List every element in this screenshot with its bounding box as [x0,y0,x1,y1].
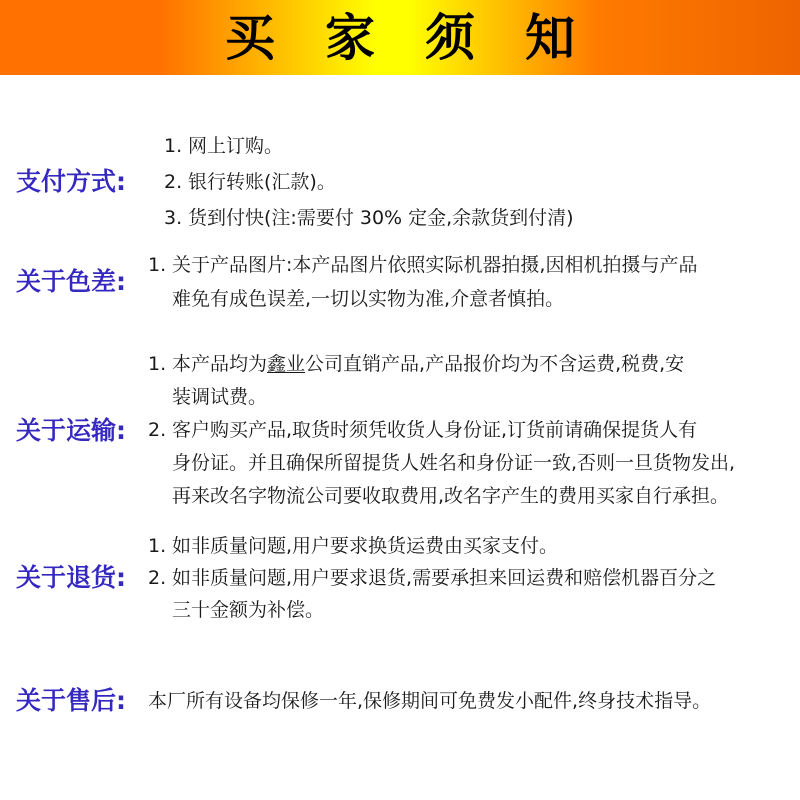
item-text: 本厂所有设备均保修一年,保修期间可免费发小配件,终身技术指导。 [148,690,712,712]
list-item-continuation [148,447,800,480]
item-text: 关于产品图片:本产品图片依照实际机器拍摄,因相机拍摄与产品 [172,254,698,276]
buyer-notice-banner [0,0,800,75]
section-color-difference [0,248,800,316]
section-label-color-difference: 关于色差: [16,267,126,297]
list-item-continuation [148,282,800,316]
section-label-returns: 关于退货: [16,563,126,593]
item-text: 如非质量问题,用户要求换货运费由买家支付。 [172,535,559,557]
item-text: 客户购买产品,取货时须凭收货人身份证,订货前请确保提货人有 [172,419,698,441]
item-text: 身份证。并且确保所留提货人姓名和身份证一致,否则一旦货物发出, [172,452,736,474]
section-content-shipping [148,348,800,513]
list-item [148,562,800,594]
section-content-color-difference [148,248,800,316]
item-number: 1. [164,135,183,157]
item-text: 公司直销产品,产品报价均为不含运费,税费,安 [305,353,685,375]
section-content-after-sales [148,684,800,718]
list-item-continuation [148,381,800,414]
item-number: 1. [148,353,167,375]
section-label-payment: 支付方式: [16,167,126,197]
item-number: 3. [164,207,183,229]
section-payment [0,128,800,236]
item-text: 本产品均为 [172,353,268,375]
section-content-payment [148,128,800,236]
list-item [148,348,800,381]
list-item [148,414,800,447]
list-item [148,530,800,562]
item-text: 再来改名字物流公司要收取费用,改名字产生的费用买家自行承担。 [172,485,730,507]
item-text: 装调试费。 [172,386,268,408]
item-number: 2. [148,419,167,441]
list-item-continuation [148,594,800,626]
list-item [164,164,800,200]
item-number: 1. [148,254,167,276]
section-returns [0,530,800,626]
list-item [148,248,800,282]
item-number: 1. [148,535,167,557]
list-item-continuation [148,480,800,513]
list-item [148,684,800,718]
company-name-underlined: 鑫业 [267,353,306,375]
item-text: 网上订购。 [188,135,284,157]
section-after-sales [0,684,800,718]
item-text: 银行转账(汇款)。 [188,171,336,193]
section-label-after-sales: 关于售后: [16,686,126,716]
section-content-returns [148,530,800,626]
item-text: 如非质量问题,用户要求退货,需要承担来回运费和赔偿机器百分之 [172,567,717,589]
item-number: 2. [148,567,167,589]
list-item [164,128,800,164]
item-text: 难免有成色误差,一切以实物为准,介意者慎拍。 [172,288,565,310]
list-item [164,200,800,236]
item-text: 货到付快(注:需要付 30% 定金,余款货到付清) [188,207,574,229]
item-number: 2. [164,171,183,193]
item-text: 三十金额为补偿。 [172,599,325,621]
section-label-shipping: 关于运输: [16,415,126,445]
section-shipping [0,348,800,513]
page-title: 买家须知 [225,8,625,67]
